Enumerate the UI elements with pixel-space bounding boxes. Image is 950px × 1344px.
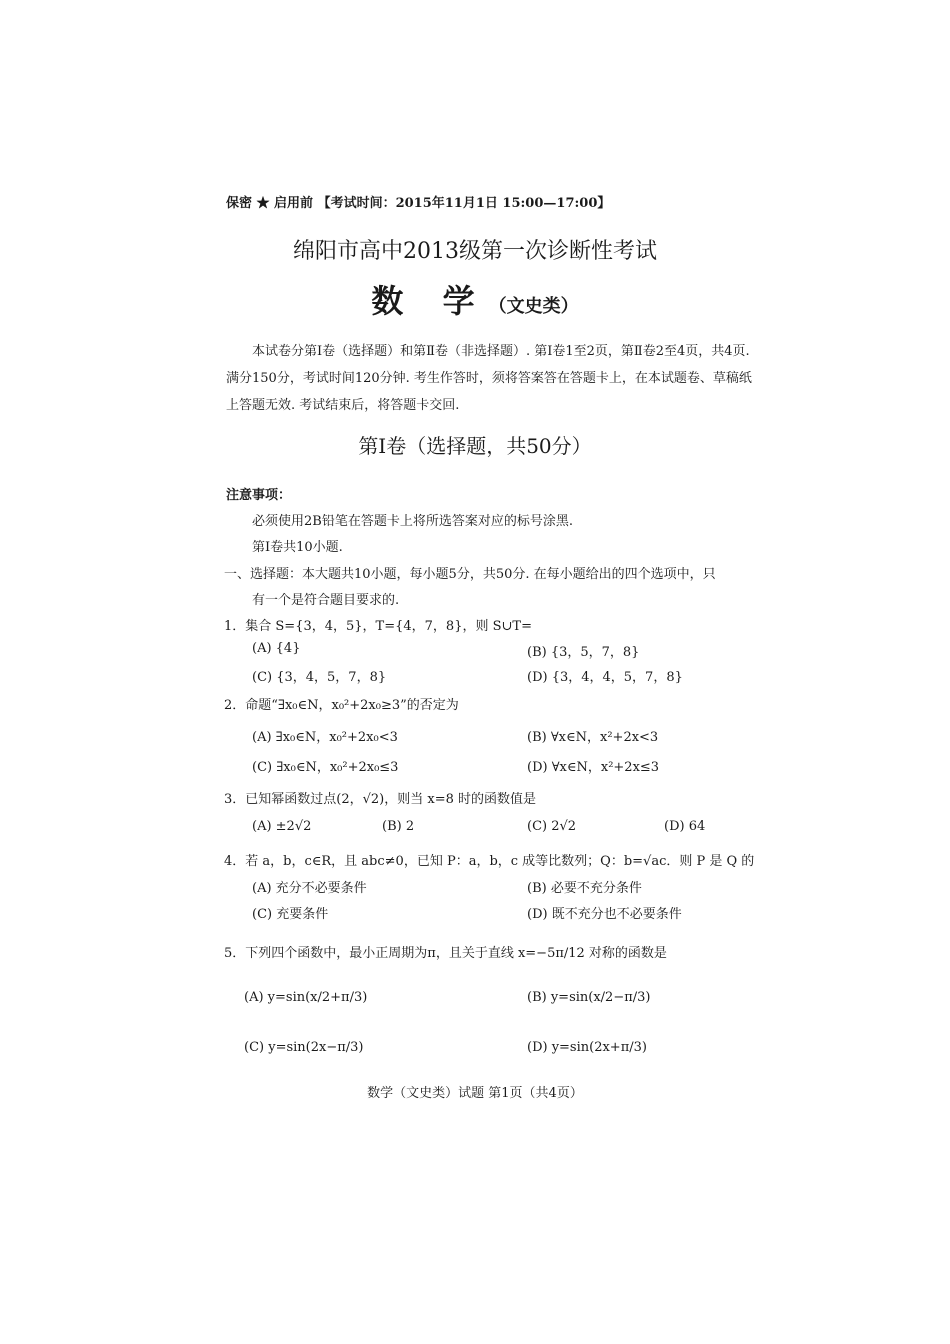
question-2-stem: 2．命题“∃x₀∈N，x₀²+2x₀≥3”的否定为 — [224, 698, 459, 713]
section-title: 第Ⅰ卷（选择题，共50分） — [358, 434, 592, 458]
subject-sub: （文史类） — [488, 296, 579, 317]
exam-title: 绵阳市高中2013级第一次诊断性考试 — [293, 239, 657, 264]
question-3-option-d: (D) 64 — [664, 819, 706, 834]
subject-title — [0, 276, 950, 322]
question-5-stem: 5．下列四个函数中，最小正周期为π，且关于直线 x=−5π/12 对称的函数是 — [224, 946, 667, 961]
question-2-option-a: (A) ∃x₀∈N，x₀²+2x₀<3 — [252, 730, 398, 745]
question-5-option-b: (B) y=sin(x/2−π/3) — [527, 990, 651, 1005]
part-instruction-2: 有一个是符合题目要求的. — [252, 593, 400, 608]
notes-line-2: 第Ⅰ卷共10小题. — [252, 540, 343, 555]
subject-main: 数 学 — [371, 282, 489, 320]
question-4-stem: 4．若 a，b，c∈R，且 abc≠0，已知 P：a，b，c 成等比数列；Q：b=√ac．则 P 是 Q 的 — [224, 854, 755, 869]
question-3-stem: 3．已知幂函数过点(2，√2)，则当 x=8 时的函数值是 — [224, 792, 537, 807]
question-4-option-d: (D) 既不充分也不必要条件 — [527, 907, 682, 922]
question-1-option-b: (B) {3，5，7，8} — [527, 645, 640, 660]
question-2-option-b: (B) ∀x∈N，x²+2x<3 — [527, 730, 659, 745]
question-3-option-c: (C) 2√2 — [527, 819, 577, 834]
question-1-option-d: (D) {3，4，4，5，7，8} — [527, 670, 683, 685]
notes-heading: 注意事项： — [226, 488, 292, 503]
header-line: 保密 ★ 启用前 【考试时间：2015年11月1日 15:00—17:00】 — [226, 196, 611, 211]
page-footer: 数学（文史类）试题 第1页（共4页） — [367, 1086, 583, 1101]
question-1-stem: 1．集合 S={3，4，5}，T={4，7，8}，则 S∪T= — [224, 619, 532, 634]
question-2-option-d: (D) ∀x∈N，x²+2x≤3 — [527, 760, 660, 775]
question-5-option-d: (D) y=sin(2x+π/3) — [527, 1040, 647, 1055]
question-1-option-c: (C) {3，4，5，7，8} — [252, 670, 387, 685]
question-3-option-b: (B) 2 — [382, 819, 415, 834]
question-1-option-a: (A) {4} — [252, 641, 301, 656]
question-5-option-a: (A) y=sin(x/2+π/3) — [244, 990, 368, 1005]
intro-paragraph: 本试卷分第Ⅰ卷（选择题）和第Ⅱ卷（非选择题）. 第Ⅰ卷1至2页，第Ⅱ卷2至4页，共4页. 满分150分，考试时间120分钟. 考生作答时，须将答案答在答题卡上，在本试题卷、草稿纸上答题无效. 考试结束后，将答题卡交回. — [226, 344, 752, 413]
question-4-option-c: (C) 充要条件 — [252, 907, 329, 922]
part-instruction-1: 一、选择题：本大题共10小题，每小题5分，共50分. 在每小题给出的四个选项中，只 — [224, 567, 716, 582]
question-4-option-b: (B) 必要不充分条件 — [527, 881, 642, 896]
notes-line-1: 必须使用2B铅笔在答题卡上将所选答案对应的标号涂黑. — [252, 514, 573, 529]
question-4-option-a: (A) 充分不必要条件 — [252, 881, 367, 896]
question-2-option-c: (C) ∃x₀∈N，x₀²+2x₀≤3 — [252, 760, 399, 775]
question-5-option-c: (C) y=sin(2x−π/3) — [244, 1040, 364, 1055]
question-3-option-a: (A) ±2√2 — [252, 819, 312, 834]
